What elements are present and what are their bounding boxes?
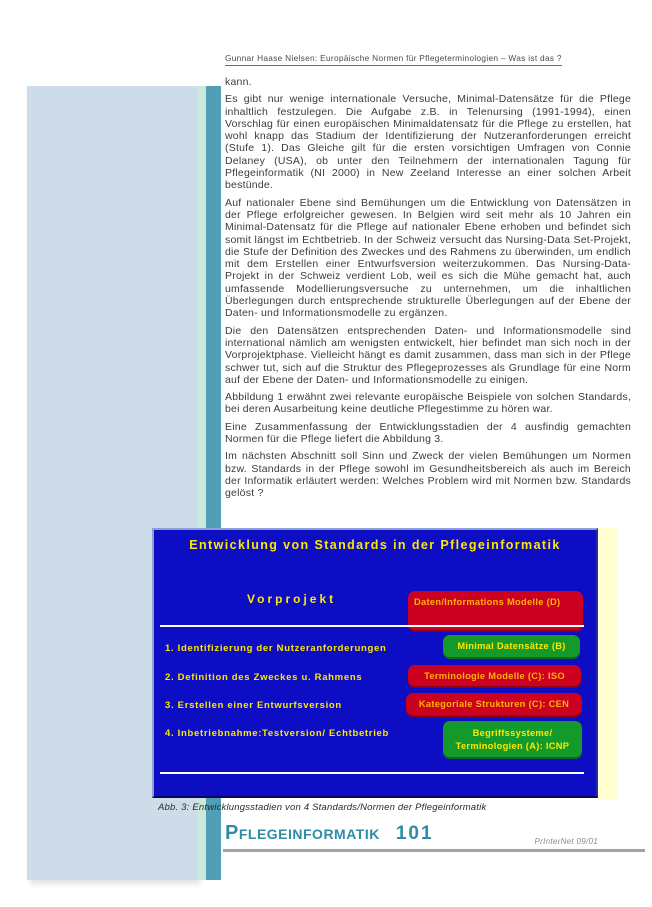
figure-phase-label: Vorprojekt [247,592,337,606]
footer-issue-label: PrInterNet 09/01 [534,837,598,846]
paragraph: Abbildung 1 erwähnt zwei relevante europäische Beispiele von solchen Standards, bei deren Ausarbeitung keine deutliche Pflegestimme zu hören war. [225,391,631,416]
paragraph: Eine Zusammenfassung der Entwicklungsstadien der 4 ausfindig gemachten Normen für die Pflege liefert die Abbildung 3. [225,420,631,446]
figure-box-minimal-datensaetze: Minimal Datensätze (B) [443,635,580,659]
footer [225,822,434,845]
running-header [225,53,615,63]
paragraph: Die den Datensätzen entsprechenden Daten- und Informationsmodelle sind international nämlich am wenigsten entwickelt, hier befindet man sich noch in der Vorprojektphase. Vielleicht hängt es damit zusammen, dass man sich in der Pflege schwer tut, sich auf die Struktur des Pflegeprozesses als Grundlage für eine Norm auf der Ebene der Daten- und Informationsmodelle zu einigen. [225,324,631,386]
figure-caption: Abb. 3: Entwicklungsstadien von 4 Standards/Normen der Pflegeinformatik [158,802,487,813]
figure-box-daten-modelle: Daten/Informations Modelle (D) [408,591,583,632]
figure-divider-bottom [160,772,584,774]
paragraph: Auf nationaler Ebene sind Bemühungen um die Entwicklung von Datensätzen in der Pflege erfolgreicher gewesen. In Belgien wird seit mehr als 10 Jahren ein Minimal-Datensatz für die Pflege auf nationaler Ebene erhoben und befindet sich somit längst im Echtbetrieb. In der Schweiz versucht das Nursing-Data Set-Projekt, die Stufe der Definition des Zweckes und des Rahmens zu überwinden, um endlich mit dem Erstellen einer Entwurfsversion weiterzukommen. Das Nursing-Data-Projekt in der Schweiz verdient Lob, weil es sich die Mühe gemacht hat, auch umfassende Modellierungsversuche zu unternehmen, um die inhaltlichen Überlegungen durch entsprechende strukturelle Überlegungen auf der Ebene der Daten- und Informationsmodelle zu ergänzen. [225,196,631,320]
footer-journal-logo: Pflegeinformatik [225,822,380,844]
figure-divider-top [160,625,584,627]
footer-rule [223,849,645,852]
paragraph: Im nächsten Abschnitt soll Sinn und Zweck der vielen Bemühungen um Normen bzw. Standards in der Pflege sowohl im Gesundheitsbereich als auch im Bereich der Informatik erläutert werden: Welches Problem wird mit Normen bzw. Standards gelöst ? [225,450,631,500]
figure-stage-2: 2. Definition des Zweckes u. Rahmens [165,672,363,683]
paragraph: kann. [225,76,252,88]
figure-stage-3: 3. Erstellen einer Entwurfsversion [165,700,342,711]
paragraph: Es gibt nur wenige internationale Versuche, Minimal-Datensätze für die Pflege inhaltlich festzulegen. Die Aufgabe z.B. in Telenursing (1991-1994), einen Vorschlag für einen europäischen Minimaldatensatz für die Pflege zu erstellen, hat wohl knapp das Stadium der Identifizierung der Nutzeranforderungen erreicht (Stufe 1). Das Gleiche gilt für die ersten vorsichtigen Umfragen von Connie Delaney (USA), ob unter den Teilnehmern der internationalen Tagung für Pflegeinformatik (NI 2000) in New Zeeland Interesse an einer solchen Arbeit bestünde. [225,93,631,192]
figure-stage-4: 4. Inbetriebnahme:Testversion/ Echtbetrieb [165,728,390,739]
figure-box-terminologie-modelle: Terminologie Modelle (C): ISO [408,665,581,688]
footer-page-number: 101 [395,823,434,844]
running-header-text: Gunnar Haase Nielsen: Europäische Normen für Pflegeterminologien – Was ist das ? [225,53,562,66]
figure-standards-diagram [152,528,598,798]
figure-box-begriffssysteme: Begriffssysteme/ Terminologien (A): ICNP [443,721,582,759]
figure-title: Entwicklung von Standards in der Pflegeinformatik [189,538,561,552]
figure-cream-edge [598,528,618,800]
body-text-column [225,76,631,505]
figure-box-kategoriale-strukturen: Kategoriale Strukturen (C): CEN [406,693,582,717]
figure-stage-1: 1. Identifizierung der Nutzeranforderungen [165,643,387,654]
